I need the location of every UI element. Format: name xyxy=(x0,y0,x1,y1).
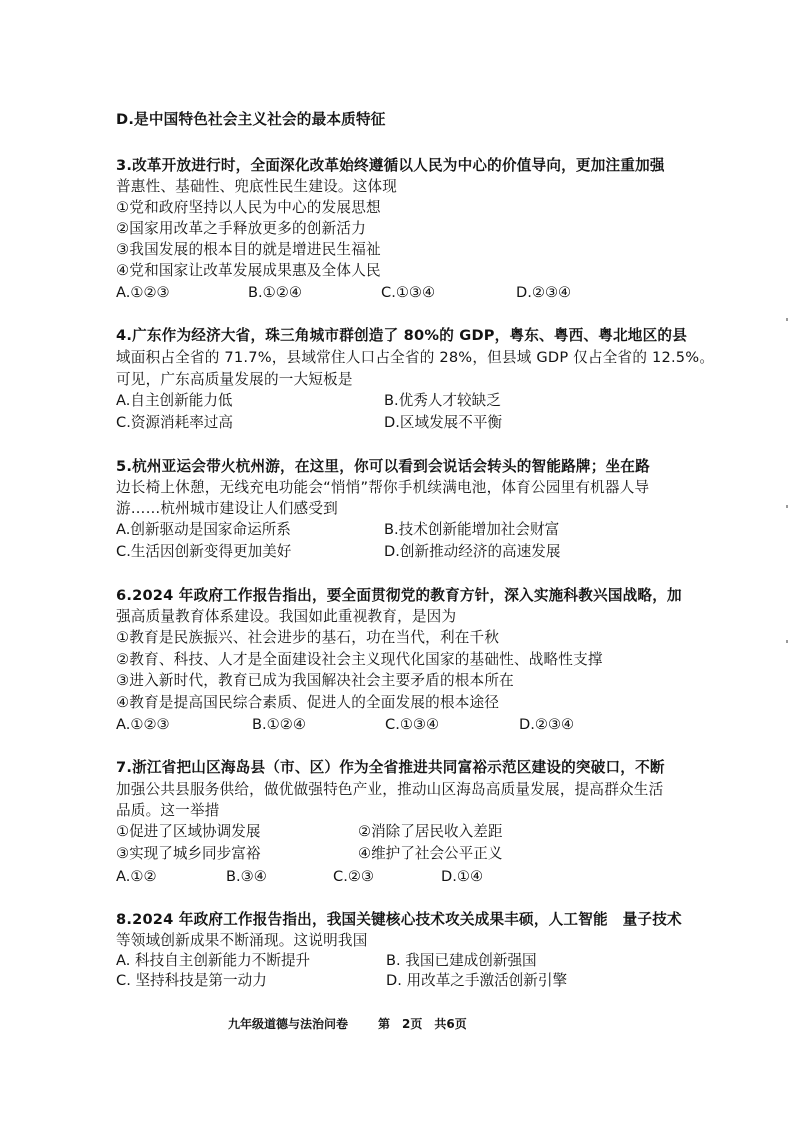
question-3-stem-line-1: 3.改革开放进行时，全面深化改革始终遵循以人民为中心的价值导向，更加注重加强 xyxy=(116,157,665,174)
question-7-option-b: B.③④ xyxy=(226,868,267,885)
question-3-statement-4: ④党和国家让改革发展成果惠及全体人民 xyxy=(116,262,381,279)
question-8-option-c: C. 坚持科技是第一动力 xyxy=(116,972,267,989)
question-8-stem-line-1: 8.2024 年政府工作报告指出，我国关键核心技术攻关成果丰硕，人工智能 量子技术 xyxy=(116,911,682,928)
question-5-option-c: C.生活因创新变得更加美好 xyxy=(116,543,292,560)
question-8-stem-line-2: 等领域创新成果不断涌现。这说明我国 xyxy=(116,932,368,949)
question-7-statement-2: ②消除了居民收入差距 xyxy=(358,823,503,840)
question-3-stem-line-2: 普惠性、基础性、兜底性民生建设。这体现 xyxy=(116,178,398,195)
question-5-option-d: D.创新推动经济的高速发展 xyxy=(384,543,561,560)
question-6-option-c: C.①③④ xyxy=(385,716,440,733)
question-5-stem-line-1: 5.杭州亚运会带火杭州游，在这里，你可以看到会说话会转头的智能路牌；坐在路 xyxy=(116,458,650,475)
question-6-option-b: B.①②④ xyxy=(252,716,306,733)
footer-subject: 九年级道德与法治问卷 xyxy=(228,1017,349,1031)
question-4-option-a: A.自主创新能力低 xyxy=(116,392,233,409)
question-5-stem-line-2: 边长椅上休憩，无线充电功能会“悄悄”帮你手机续满电池，体育公园里有机器人导 xyxy=(116,479,650,496)
question-3-statement-3: ③我国发展的根本目的就是增进民生福祉 xyxy=(116,241,381,258)
question-3-statement-1: ①党和政府坚持以人民为中心的发展思想 xyxy=(116,199,381,216)
question-4-option-c: C.资源消耗率过高 xyxy=(116,414,233,431)
question-4-stem-line-1: 4.广东作为经济大省，珠三角城市群创造了 80%的 GDP，粤东、粤西、粤北地区的县 xyxy=(116,327,687,344)
question-3-statement-2: ②国家用改革之手释放更多的创新活力 xyxy=(116,220,366,237)
question-5-option-a: A.创新驱动是国家命运所系 xyxy=(116,521,291,538)
question-6-stem-line-1: 6.2024 年政府工作报告指出，要全面贯彻党的教育方针，深入实施科教兴国战略，加 xyxy=(116,587,682,604)
question-7-statement-4: ④维护了社会公平正义 xyxy=(358,845,503,862)
question-4-option-d: D.区域发展不平衡 xyxy=(384,414,503,431)
question-6-stem-line-2: 强高质量教育体系建设。我国如此重视教育，是因为 xyxy=(116,608,457,625)
question-6-option-d: D.②③④ xyxy=(519,716,575,733)
question-8-option-d: D. 用改革之手激活创新引擎 xyxy=(386,972,568,989)
question-8-option-a: A. 科技自主创新能力不断提升 xyxy=(116,952,311,969)
question-7-statement-1: ①促进了区域协调发展 xyxy=(116,823,261,840)
question-7-option-d: D.①④ xyxy=(441,868,484,885)
question-6-statement-4: ④教育是提高国民综合素质、促进人的全面发展的根本途径 xyxy=(116,694,500,711)
question-6-statement-1: ①教育是民族振兴、社会进步的基石，功在当代，利在千秋 xyxy=(116,629,500,646)
scan-speck xyxy=(786,318,788,321)
question-4-option-b: B.优秀人才较缺乏 xyxy=(384,392,501,409)
question-4-stem-line-3: 可见，广东高质量发展的一大短板是 xyxy=(116,371,353,388)
question-5-option-b: B.技术创新能增加社会财富 xyxy=(384,521,560,538)
scan-speck xyxy=(786,640,788,643)
question-7-stem-line-1: 7.浙江省把山区海岛县（市、区）作为全省推进共同富裕示范区建设的突破口，不断 xyxy=(116,759,665,776)
question-7-stem-line-3: 品质。这一举措 xyxy=(116,802,220,819)
question-4-stem-line-2: 域面积占全省的 71.7%，县域常住人口占全省的 28%，但县域 GDP 仅占全省的 12.5%。 xyxy=(116,349,715,366)
question-3-option-a: A.①②③ xyxy=(116,284,170,301)
question-3-option-d: D.②③④ xyxy=(516,284,572,301)
question-3-option-c: C.①③④ xyxy=(381,284,436,301)
question-7-option-a: A.①② xyxy=(116,868,157,885)
question-7-statement-3: ③实现了城乡同步富裕 xyxy=(116,845,261,862)
previous-question-option-d: D.是中国特色社会主义社会的最本质特征 xyxy=(116,111,386,128)
question-7-option-c: C.②③ xyxy=(333,868,374,885)
question-8-option-b: B. 我国已建成创新强国 xyxy=(386,952,537,969)
question-3-option-b: B.①②④ xyxy=(248,284,302,301)
question-6-option-a: A.①②③ xyxy=(116,716,170,733)
question-7-stem-line-2: 加强公共县服务供给，做优做强特色产业，推动山区海岛高质量发展，提高群众生活 xyxy=(116,781,664,798)
question-5-stem-line-3: 游……杭州城市建设让人们感受到 xyxy=(116,500,338,517)
question-6-statement-3: ③进入新时代，教育已成为我国解决社会主要矛盾的根本所在 xyxy=(116,672,514,689)
scan-speck xyxy=(786,505,788,508)
question-6-statement-2: ②教育、科技、人才是全面建设社会主义现代化国家的基础性、战略性支撑 xyxy=(116,651,603,668)
footer-page-number: 第 2页 共6页 xyxy=(378,1017,467,1031)
